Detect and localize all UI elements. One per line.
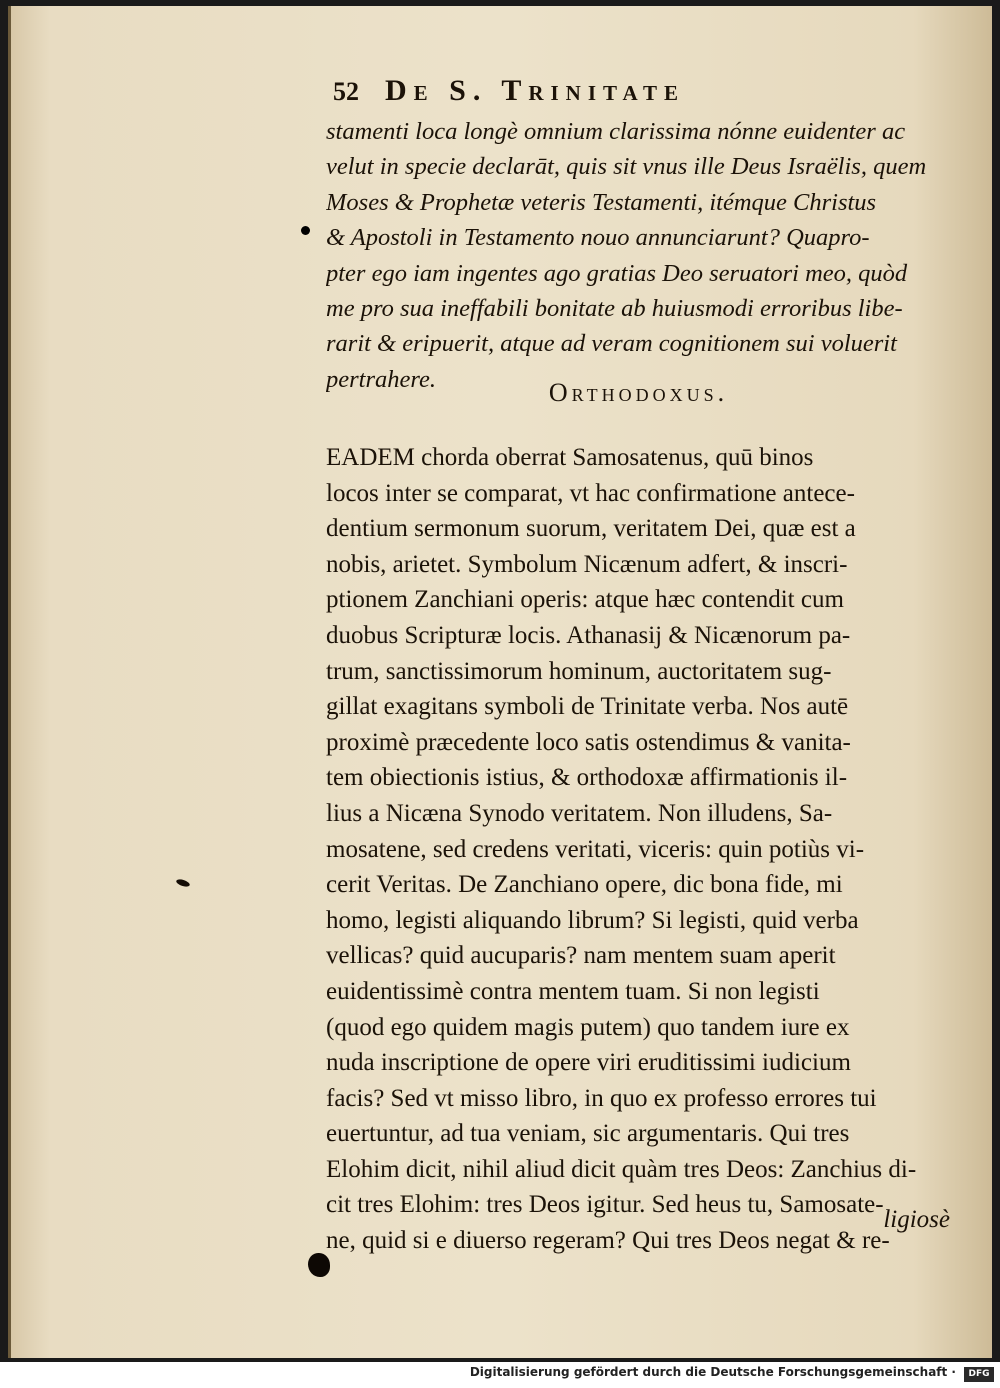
text-line: mosatene, sed credens veritati, viceris: quin potiùs vi-	[326, 835, 865, 863]
footer-credit: Digitalisierung gefördert durch die Deutsche Forschungsgemeinschaft ·	[469, 1365, 956, 1379]
text-line: duobus Scripturæ locis. Athanasij & Nicænorum pa-	[326, 621, 851, 649]
text-line: me pro sua ineffabili bonitate ab huiusmodi erroribus libe-	[326, 295, 903, 323]
text-line: ptionem Zanchiani operis: atque hæc contendit cum	[326, 586, 844, 614]
text-line: dentium sermonum suorum, veritatem Dei, quæ est a	[326, 515, 856, 543]
text-line: vellicas? quid aucuparis? nam mentem suam aperit	[326, 942, 836, 970]
text-line: euertuntur, ad tua veniam, sic argumentaris. Qui tres	[326, 1120, 850, 1148]
text-line: velut in specie declarāt, quis sit vnus ille Deus Israëlis, quem	[326, 153, 927, 181]
text-line: trum, sanctissimorum hominum, auctoritatem sug-	[326, 657, 832, 685]
text-line: pter ego iam ingentes ago gratias Deo seruatori meo, quòd	[326, 259, 908, 287]
catchword: ligiosè	[883, 1206, 950, 1233]
ink-blot-mark	[308, 1253, 330, 1277]
section-heading: Orthodoxus.	[548, 378, 729, 407]
text-line: proximè præcedente loco satis ostendimus & vanita-	[326, 728, 851, 756]
margin-dot-mark	[301, 226, 310, 235]
text-line: stamenti loca longè omnium clarissima nónne euidenter ac	[326, 118, 906, 145]
digitization-footer	[0, 1362, 1000, 1388]
page-number: 52	[333, 77, 359, 106]
text-line: rarit & eripuerit, atque ad veram cognitionem sui voluerit	[326, 330, 897, 358]
text-line: nuda inscriptione de opere viri eruditissimi iudicium	[326, 1049, 851, 1077]
text-line: lius a Nicæna Synodo veritatem. Non illudens, Sa-	[326, 799, 833, 827]
text-line: pertrahere.	[326, 365, 436, 393]
text-line: & Apostoli in Testamento nouo annunciarunt? Quapro-	[326, 224, 870, 252]
text-line: nobis, arietet. Symbolum Nicænum adfert, & inscri-	[326, 550, 848, 578]
roman-passage	[326, 440, 951, 1259]
page-header	[333, 74, 823, 108]
running-title: De S. Trinitate	[385, 74, 686, 107]
text-line: gillat exagitans symboli de Trinitate verba. Nos autē	[326, 693, 849, 721]
text-line: EADEM chorda oberrat Samosatenus, quū binos	[326, 444, 814, 471]
dfg-logo-icon: DFG	[964, 1367, 994, 1382]
text-line: locos inter se comparat, vt hac confirmatione antece-	[326, 479, 855, 507]
text-line: Elohim dicit, nihil aliud dicit quàm tres Deos: Zanchius di-	[326, 1155, 917, 1183]
text-line: facis? Sed vt misso libro, in quo ex professo errores tui	[326, 1084, 877, 1112]
text-line: ne, quid si e diuerso regeram? Qui tres Deos negat & re-	[326, 1227, 890, 1255]
text-line: cerit Veritas. De Zanchiano opere, dic bona fide, mi	[326, 871, 843, 899]
text-line: cit tres Elohim: tres Deos igitur. Sed heus tu, Samosate-	[326, 1191, 884, 1219]
text-line: Moses & Prophetæ veteris Testamenti, itémque Christus	[326, 188, 877, 216]
text-line: tem obiectionis istius, & orthodoxæ affirmationis il-	[326, 764, 848, 792]
italic-passage	[326, 114, 951, 397]
text-line: euidentissimè contra mentem tuam. Si non legisti	[326, 977, 820, 1005]
text-line: (quod ego quidem magis putem) quo tandem iure ex	[326, 1013, 850, 1041]
text-line: homo, legisti aliquando librum? Si legisti, quid verba	[326, 906, 859, 934]
